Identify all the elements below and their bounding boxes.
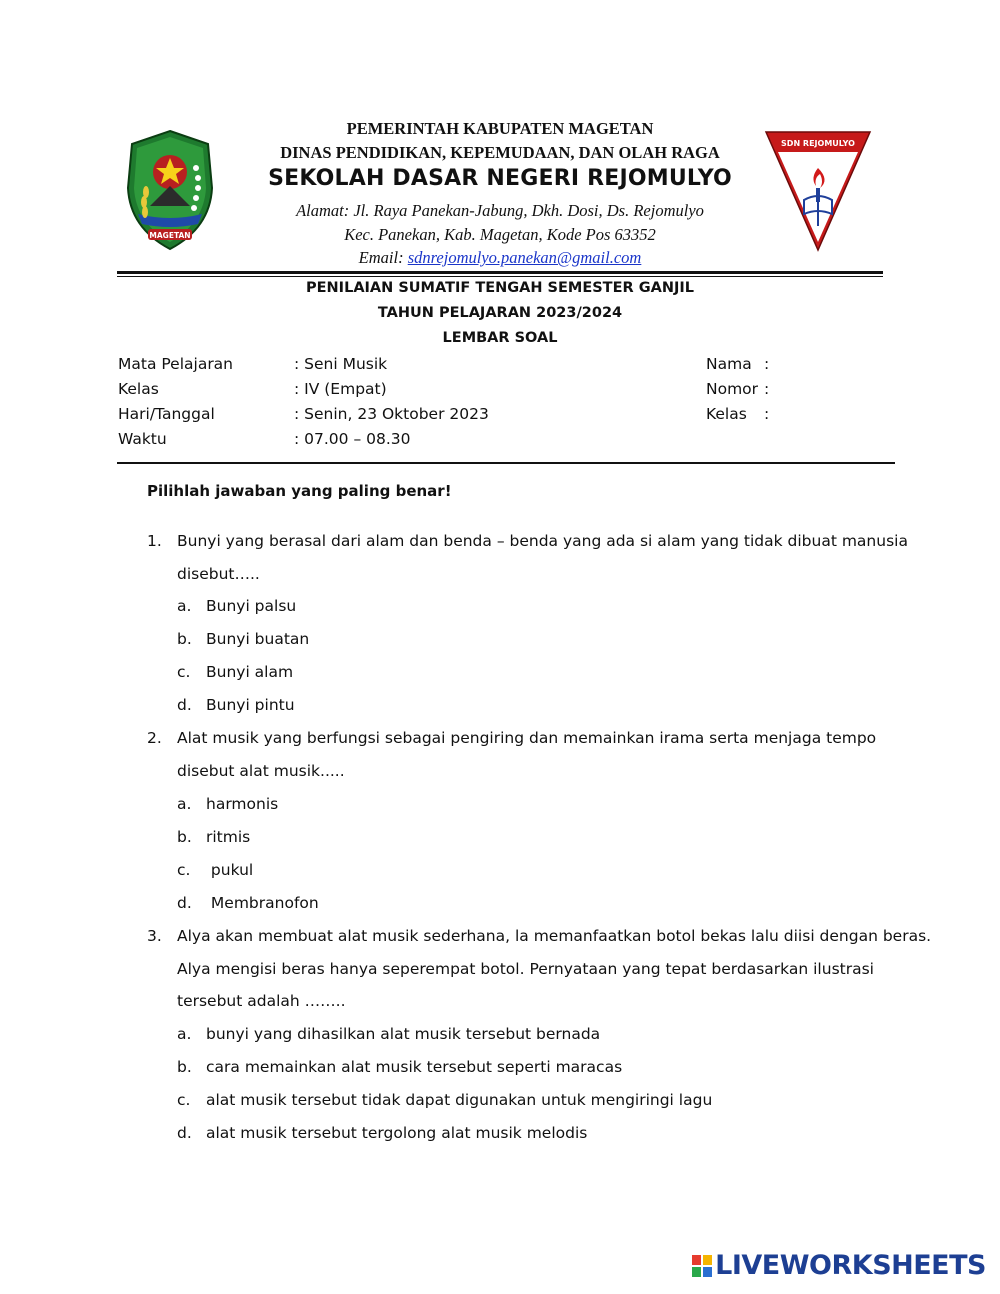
svg-text:MAGETAN: MAGETAN [149,231,191,240]
option-text[interactable]: Bunyi palsu [206,597,297,615]
question-text: disebut alat musik..... [177,762,345,780]
option-letter: d. [177,894,192,912]
option-letter: d. [177,1124,192,1142]
student-number-label: Nomor [706,380,759,398]
exam-title: PENILAIAN SUMATIF TENGAH SEMESTER GANJIL [306,280,694,296]
question-number: 1. [147,532,162,550]
school-email-line [0,248,1000,268]
logo-block-yellow [703,1255,712,1265]
logo-block-green [692,1267,701,1277]
school-year: TAHUN PELAJARAN 2023/2024 [377,305,623,321]
question-number: 2. [147,729,162,747]
option-text[interactable]: Membranofon [206,894,319,912]
header-divider-thick [117,271,883,274]
option-text[interactable]: ritmis [206,828,251,846]
option-letter: c. [177,1091,191,1109]
sheet-title: LEMBAR SOAL [442,330,558,346]
info-label-date: Hari/Tanggal [118,405,215,423]
government-name: PEMERINTAH KABUPATEN MAGETAN [346,119,654,138]
student-name-label: Nama [706,355,752,373]
question-text: disebut….. [177,565,260,583]
option-text[interactable]: alat musik tersebut tidak dapat digunakan untuk mengiringi lagu [206,1091,713,1109]
logo-block-blue [703,1267,712,1277]
student-class-label: Kelas [706,405,747,423]
info-value-class: : IV (Empat) [294,380,387,398]
option-text[interactable]: alat musik tersebut tergolong alat musik melodis [206,1124,588,1142]
info-divider [117,462,895,464]
option-text[interactable]: Bunyi buatan [206,630,310,648]
question-number: 3. [147,927,162,945]
option-letter: b. [177,1058,192,1076]
option-text[interactable]: cara memainkan alat musik tersebut seperti maracas [206,1058,623,1076]
email-label: Email: [358,248,404,267]
student-number-colon: : [764,380,770,398]
question-text: Bunyi yang berasal dari alam dan benda – benda yang ada si alam yang tidak dibuat manusia [177,532,908,550]
liveworksheets-watermark[interactable] [692,1250,986,1281]
logo-block-red [692,1255,701,1265]
department-name: DINAS PENDIDIKAN, KEPEMUDAAN, DAN OLAH RAGA [280,143,720,162]
header-divider-thin [117,276,883,277]
question-text: tersebut adalah …….. [177,992,346,1010]
school-address-line1: Alamat: Jl. Raya Panekan-Jabung, Dkh. Dosi, Ds. Rejomulyo [296,201,704,220]
option-letter: b. [177,630,192,648]
watermark-text: LIVEWORKSHEETS [715,1250,986,1281]
option-text[interactable]: harmonis [206,795,279,813]
option-text[interactable]: Bunyi pintu [206,696,295,714]
info-value-subject: : Seni Musik [294,355,388,373]
liveworksheets-logo-icon [692,1255,712,1277]
student-class-colon: : [764,405,770,423]
option-letter: a. [177,1025,192,1043]
option-letter: a. [177,597,192,615]
info-label-subject: Mata Pelajaran [118,355,234,373]
student-name-colon: : [764,355,770,373]
option-letter: b. [177,828,192,846]
info-label-class: Kelas [118,380,159,398]
option-text[interactable]: bunyi yang dihasilkan alat musik tersebut bernada [206,1025,601,1043]
option-letter: c. [177,861,191,879]
info-value-date: : Senin, 23 Oktober 2023 [294,405,489,423]
email-link[interactable]: sdnrejomulyo.panekan@gmail.com [407,248,642,267]
option-letter: a. [177,795,192,813]
option-text[interactable]: Bunyi alam [206,663,294,681]
info-label-time: Waktu [118,430,167,448]
question-text: Alat musik yang berfungsi sebagai pengiring dan memainkan irama serta menjaga tempo [177,729,877,747]
question-text: Alya akan membuat alat musik sederhana, la memanfaatkan botol bekas lalu diisi dengan beras. [177,927,932,945]
info-value-time: : 07.00 – 08.30 [294,430,411,448]
svg-text:SDN REJOMULYO: SDN REJOMULYO [781,139,855,148]
option-text[interactable]: pukul [206,861,254,879]
question-text: Alya mengisi beras hanya seperempat botol. Pernyataan yang tepat berdasarkan ilustrasi [177,960,874,978]
option-letter: c. [177,663,191,681]
option-letter: d. [177,696,192,714]
school-name: SEKOLAH DASAR NEGERI REJOMULYO [268,166,732,191]
instruction: Pilihlah jawaban yang paling benar! [147,482,452,500]
school-address-line2: Kec. Panekan, Kab. Magetan, Kode Pos 63352 [344,225,656,244]
